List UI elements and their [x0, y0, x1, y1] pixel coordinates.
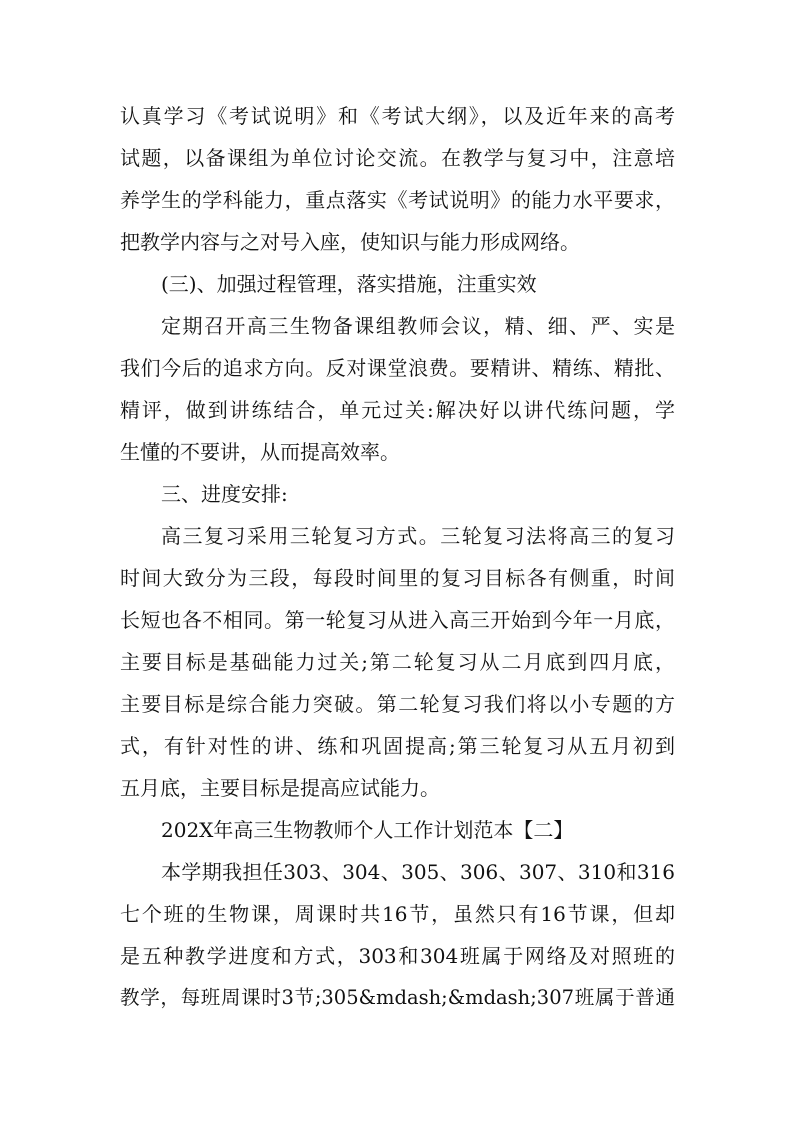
text-line-1: 认真学习《考试说明》和《考试大纲》，以及近年来的高考: [120, 104, 675, 128]
text-line-11: 高三复习采用三轮复习方式。三轮复习法将高三的复习: [161, 524, 675, 548]
text-line-17: 五月底，主要目标是提高应试能力。: [120, 776, 440, 800]
text-line-22: 教学，每班周课时3节;305&mdash;&mdash;307班属于普通: [120, 986, 675, 1009]
section-title-template-2: 202X年高三生物教师个人工作计划范本【二】: [161, 818, 574, 842]
text-line-21: 是五种教学进度和方式，303和304班属于网络及对照班的: [120, 944, 675, 968]
section-heading-schedule: 三、进度安排:: [161, 482, 288, 506]
text-line-12: 时间大致分为三段，每段时间里的复习目标各有侧重，时间: [120, 566, 675, 590]
text-line-3: 养学生的学科能力，重点落实《考试说明》的能力水平要求，: [120, 188, 675, 212]
text-line-4: 把教学内容与之对号入座，使知识与能力形成网络。: [120, 230, 580, 254]
text-line-13: 长短也各不相同。第一轮复习从进入高三开始到今年一月底，: [120, 608, 675, 632]
text-line-9: 生懂的不要讲，从而提高效率。: [120, 440, 400, 464]
text-line-20: 七个班的生物课，周课时共16节，虽然只有16节课，但却: [120, 902, 675, 926]
text-line-2: 试题，以备课组为单位讨论交流。在教学与复习中，注意培: [120, 146, 675, 170]
text-line-6: 定期召开高三生物备课组教师会议，精、细、严、实是: [161, 314, 675, 338]
text-line-8: 精评，做到讲练结合，单元过关:解决好以讲代练问题，学: [120, 398, 675, 422]
text-line-14: 主要目标是基础能力过关;第二轮复习从二月底到四月底，: [120, 650, 675, 674]
text-line-7: 我们今后的追求方向。反对课堂浪费。要精讲、精练、精批、: [120, 356, 675, 380]
text-line-16: 式，有针对性的讲、练和巩固提高;第三轮复习从五月初到: [120, 734, 675, 758]
text-line-19: 本学期我担任303、304、305、306、307、310和316: [161, 860, 675, 884]
section-heading-3: (三)、加强过程管理，落实措施，注重实效: [161, 272, 537, 296]
text-line-15: 主要目标是综合能力突破。第二轮复习我们将以小专题的方: [120, 692, 675, 716]
